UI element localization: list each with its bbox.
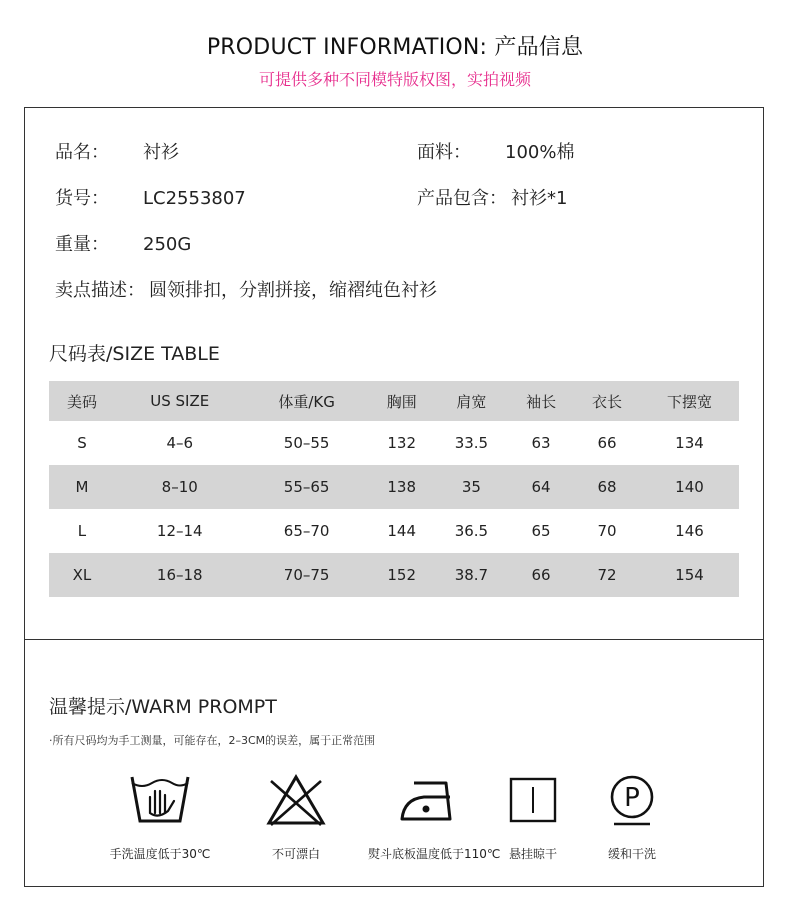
table-cell: 66: [597, 434, 617, 452]
table-cell: 63: [531, 434, 551, 452]
iron-icon: [398, 773, 468, 827]
col-header: 下摆宽: [640, 381, 739, 421]
care-item-dry-clean: [567, 773, 697, 862]
measurement-note: ·所有尺码均为手工测量，可能存在，2–3CM的误差，属于正常范围: [49, 734, 376, 747]
table-row: [49, 465, 739, 509]
care-label: 缓和干洗: [607, 847, 656, 861]
table-cell: 134: [675, 434, 704, 452]
table-cell: 64: [508, 465, 574, 509]
size-table-title: 尺码表/SIZE TABLE: [49, 343, 220, 365]
care-label: 不可漂白: [271, 847, 320, 861]
table-cell: 140: [640, 465, 739, 509]
col-header: 肩宽: [435, 381, 508, 421]
table-cell: 70–75: [245, 553, 369, 597]
table-cell: 65: [531, 522, 551, 540]
table-cell: 50–55: [283, 434, 330, 452]
table-cell: 65–70: [283, 522, 330, 540]
table-cell: 132: [387, 434, 417, 452]
care-item-hand-wash: [95, 773, 225, 862]
info-name-label: 品名：: [55, 142, 109, 163]
table-cell: 138: [369, 465, 435, 509]
table-cell: 66: [508, 553, 574, 597]
table-cell: 36.5: [454, 522, 489, 540]
care-item-no-bleach: [231, 773, 361, 862]
no-bleach-icon: [265, 773, 327, 827]
info-weight: [55, 230, 191, 256]
col-header: 胸围: [369, 381, 435, 421]
table-cell: 70: [597, 522, 617, 540]
table-row: [49, 421, 739, 465]
table-cell: 146: [675, 522, 704, 540]
table-cell: 154: [640, 553, 739, 597]
table-cell: XL: [49, 553, 115, 597]
info-sku-label: 货号：: [55, 188, 109, 209]
table-cell: 8–10: [115, 465, 245, 509]
info-name-value: 衬衫: [143, 142, 179, 163]
table-row: [49, 553, 739, 597]
table-cell: 35: [435, 465, 508, 509]
info-name: [55, 138, 179, 164]
info-material: [417, 138, 574, 164]
info-selling-points: [55, 276, 437, 302]
col-header: 美码: [49, 381, 115, 421]
info-includes: [417, 184, 567, 210]
table-cell: L: [77, 522, 87, 540]
dry-clean-symbol: P: [624, 783, 640, 813]
info-includes-label: 产品包含：: [417, 188, 507, 209]
col-header: 体重/KG: [245, 381, 369, 421]
table-cell: 4–6: [166, 434, 194, 452]
info-weight-label: 重量：: [55, 234, 109, 255]
care-label: 熨斗底板温度低于110℃: [368, 847, 501, 861]
section-divider: [25, 639, 763, 640]
page-subtitle: 可提供多种不同模特版权图，实拍视频: [258, 70, 531, 89]
info-selling-points-label: 卖点描述：: [55, 280, 145, 301]
size-table-header: [49, 381, 739, 421]
care-label: 悬挂晾干: [508, 847, 557, 861]
info-sku-value: LC2553807: [143, 188, 246, 209]
table-cell: 16–18: [115, 553, 245, 597]
info-weight-value: 250G: [143, 234, 192, 255]
table-cell: 55–65: [245, 465, 369, 509]
size-table: [49, 381, 739, 597]
info-includes-value: 衬衫*1: [511, 188, 568, 209]
table-cell: 72: [574, 553, 640, 597]
table-cell: 33.5: [454, 434, 489, 452]
info-sku: [55, 184, 246, 210]
info-material-label: 面料：: [417, 142, 471, 163]
hang-dry-icon: [507, 773, 559, 827]
col-header: 衣长: [574, 381, 640, 421]
dry-clean-icon: [604, 773, 660, 827]
table-cell: 144: [387, 522, 417, 540]
table-cell: 12–14: [156, 522, 203, 540]
page-title: PRODUCT INFORMATION: 产品信息: [206, 35, 584, 60]
table-cell: S: [77, 434, 87, 452]
col-header: US SIZE: [115, 381, 245, 421]
table-row: [49, 509, 739, 553]
table-cell: 68: [574, 465, 640, 509]
info-selling-points-value: 圆领排扣，分割拼接，缩褶纯色衬衫: [149, 280, 437, 301]
col-header: 袖长: [508, 381, 574, 421]
hand-wash-icon: [128, 773, 192, 827]
care-label: 手洗温度低于30℃: [109, 847, 211, 861]
table-cell: M: [49, 465, 115, 509]
info-material-value: 100%棉: [505, 142, 575, 163]
product-info-frame: [24, 107, 764, 887]
table-cell: 38.7: [435, 553, 508, 597]
warm-prompt-title: 温馨提示/WARM PROMPT: [49, 696, 277, 718]
table-cell: 152: [369, 553, 435, 597]
